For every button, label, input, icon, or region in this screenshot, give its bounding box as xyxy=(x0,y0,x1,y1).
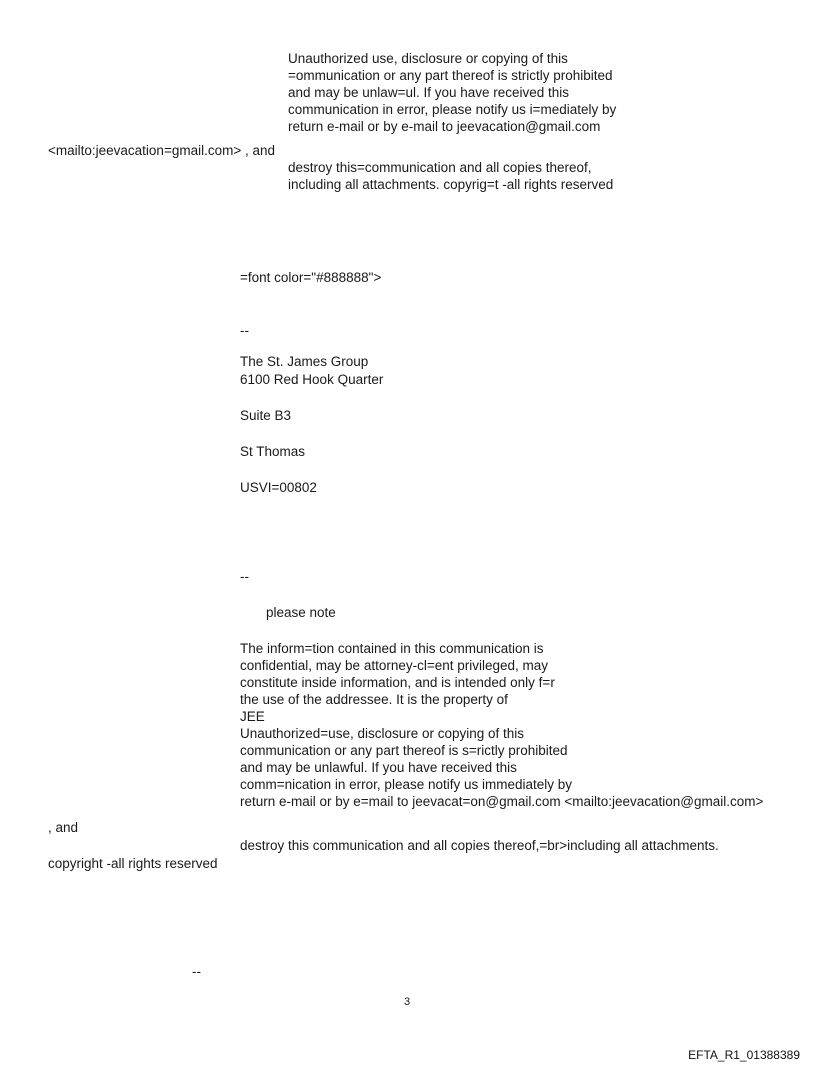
disclaimer-line: and may be unlaw=ul. If you have received this xyxy=(288,85,570,100)
company-name: The St. James Group xyxy=(240,354,369,369)
disclaimer-line: and may be unlawful. If you have received this xyxy=(240,760,517,775)
disclaimer-line: Unauthorized=use, disclosure or copying of this xyxy=(240,726,525,741)
disclaimer-block-1 xyxy=(288,50,616,135)
disclaimer-line: comm=nication in error, please notify us immediately by xyxy=(240,777,573,792)
disclaimer-line: return e-mail or by e-mail to jeevacation@gmail.com xyxy=(288,119,601,134)
page-number: 3 xyxy=(404,996,411,1008)
disclaimer-block-2 xyxy=(240,640,763,810)
copyright-line: copyright -all rights reserved xyxy=(48,856,218,871)
please-note-heading: please note xyxy=(266,605,336,620)
disclaimer-line: including all attachments. copyrig=t -all rights reserved xyxy=(288,177,614,192)
document-id: EFTA_R1_01388389 xyxy=(688,1048,800,1062)
disclaimer-line: communication or any part thereof is s=rictly prohibited xyxy=(240,743,568,758)
disclaimer-line: communication in error, please notify us i=mediately by xyxy=(288,102,617,117)
signature-separator: -- xyxy=(240,323,249,338)
disclaimer-line: Unauthorized use, disclosure or copying of this xyxy=(288,51,568,66)
trailing-separator: -- xyxy=(192,964,201,979)
destroy-line: destroy this communication and all copies thereof,=br>including all attachments. xyxy=(240,838,719,853)
disclaimer-line: =ommunication or any part thereof is strictly prohibited xyxy=(288,68,613,83)
disclaimer-line: confidential, may be attorney-cl=ent privileged, may xyxy=(240,658,549,673)
signature-separator: -- xyxy=(240,569,249,584)
disclaimer-line: destroy this=communication and all copies thereof, xyxy=(288,160,592,175)
address-zip: USVI=00802 xyxy=(240,480,317,495)
font-tag-artifact: =font color="#888888"> xyxy=(240,270,382,285)
disclaimer-line: the use of the addressee. It is the property of xyxy=(240,692,508,707)
address-street: 6100 Red Hook Quarter xyxy=(240,372,384,387)
mailto-line: <mailto:jeevacation=gmail.com> , and xyxy=(48,143,276,158)
disclaimer-line: return e-mail or by e=mail to jeevacat=on@gmail.com <mailto:jeevacation@gmail.com> xyxy=(240,794,764,809)
address-city: St Thomas xyxy=(240,444,306,459)
disclaimer-tail-1 xyxy=(288,159,613,193)
and-line: , and xyxy=(48,820,79,835)
disclaimer-line: JEE xyxy=(240,709,265,724)
disclaimer-line: The inform=tion contained in this communication is xyxy=(240,641,544,656)
disclaimer-line: constitute inside information, and is intended only f=r xyxy=(240,675,555,690)
address-suite: Suite B3 xyxy=(240,408,292,423)
